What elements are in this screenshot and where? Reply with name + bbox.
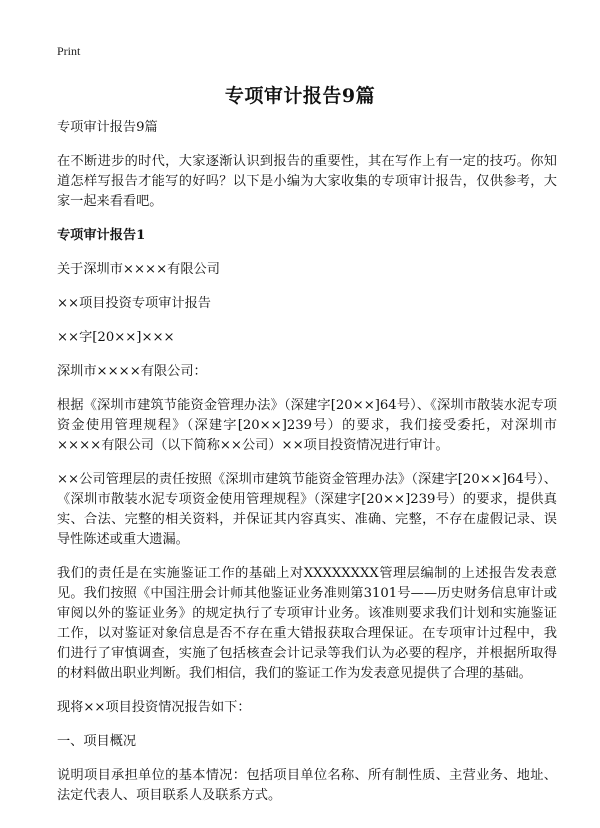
body-paragraph: 现将××项目投资情况报告如下： [57, 700, 251, 715]
report-name-line: ××项目投资专项审计报告 [57, 296, 211, 311]
subsection-heading: 一、项目概况 [57, 734, 137, 749]
salutation-line: 深圳市××××有限公司： [57, 364, 207, 379]
addressee-line: 关于深圳市××××有限公司 [57, 262, 220, 277]
reference-number-line: ××字[20××]××× [57, 330, 175, 345]
body-paragraph: 我们的责任是在实施鉴证工作的基础上对XXXXXXXX管理层编制的上述报告发表意见。我们按照《中国注册会计师其他鉴证业务准则第3101号——历史财务信息审计或审阅以外的鉴证业务》的规定执行了专项审计业务。该准则要求我们计划和实施鉴证工作，以对鉴证对象信息是否不存在重大错报获取合理保证。在专项审计过程中，我们进行了审慎调查，实施了包括核查会计记录等我们认为必要的程序，并根据所取得的材料做出职业判断。我们相信，我们的鉴证工作为发表意见提供了合理的基础。 [57, 566, 557, 681]
body-paragraph: 根据《深圳市建筑节能资金管理办法》（深建字[20××]64号）、《深圳市散装水泥专项资金使用管理规程》（深建字[20××]239号）的要求，我们接受委托，对深圳市××××有限公司（以下简称××公司）××项目投资情况进行审计。 [57, 398, 557, 453]
body-paragraph: 说明项目承担单位的基本情况：包括项目单位名称、所有制性质、主营业务、地址、法定代表人、项目联系人及联系方式。 [57, 768, 557, 803]
section-heading: 专项审计报告1 [57, 228, 146, 243]
document-body [57, 118, 557, 820]
print-link[interactable]: Print [57, 44, 81, 58]
page-title: 专项审计报告9篇 [224, 85, 376, 107]
body-paragraph: ××公司管理层的责任按照《深圳市建筑节能资金管理办法》（深建字[20××]64号）、《深圳市散装水泥专项资金使用管理规程》（深建字[20××]239号）的要求，提供真实、合法、完整的相关资料，并保证其内容真实、准确、完整，不存在虚假记录、误导性陈述或重大遗漏。 [57, 472, 557, 547]
subtitle-paragraph: 专项审计报告9篇 [57, 120, 158, 135]
intro-paragraph: 在不断进步的时代，大家逐渐认识到报告的重要性，其在写作上有一定的技巧。你知道怎样写报告才能写的好吗？以下是小编为大家收集的专项审计报告，仅供参考，大家一起来看看吧。 [57, 154, 557, 209]
